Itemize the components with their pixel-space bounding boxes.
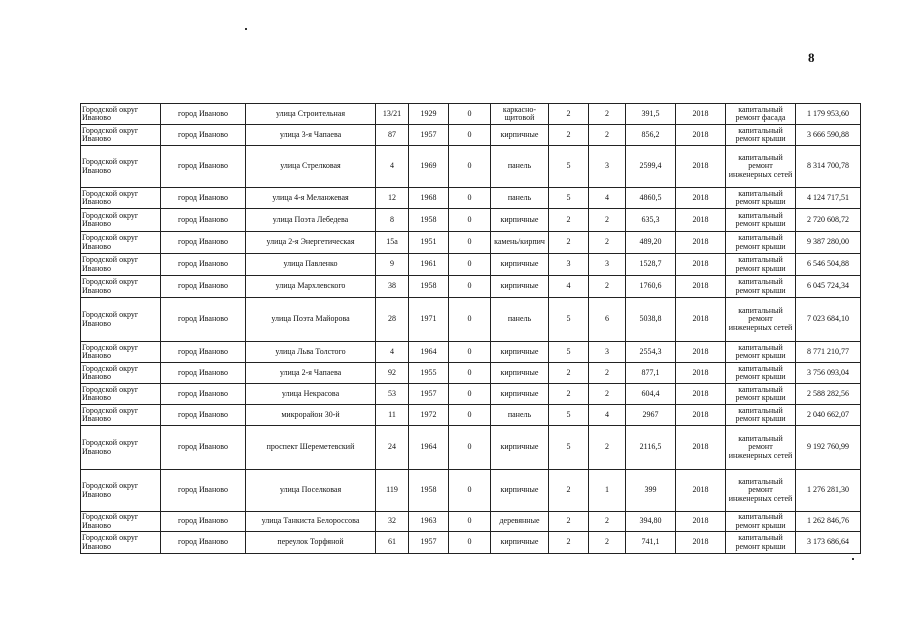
- cell-house-number: 8: [376, 209, 409, 232]
- cell-cost: 9 192 760,99: [796, 426, 861, 470]
- cell-street: улица 3-я Чапаева: [246, 125, 376, 146]
- cell-street: улица Льва Толстого: [246, 342, 376, 363]
- cell-city: город Иваново: [161, 254, 246, 276]
- cell-zero-col: 0: [449, 209, 491, 232]
- cell-area: 635,3: [626, 209, 676, 232]
- cell-year-built: 1968: [409, 188, 449, 209]
- cell-municipality: Городской округ Иваново: [81, 532, 161, 554]
- table-row: [81, 298, 861, 342]
- cell-city: город Иваново: [161, 146, 246, 188]
- cell-zero-col: 0: [449, 146, 491, 188]
- cell-house-number: 87: [376, 125, 409, 146]
- cell-plan-year: 2018: [676, 254, 726, 276]
- cell-wall-material: кирпичные: [491, 470, 549, 512]
- cell-plan-year: 2018: [676, 470, 726, 512]
- cell-year-built: 1957: [409, 532, 449, 554]
- cell-area: 399: [626, 470, 676, 512]
- cell-house-number: 53: [376, 384, 409, 405]
- cell-city: город Иваново: [161, 470, 246, 512]
- cell-plan-year: 2018: [676, 342, 726, 363]
- cell-area: 741,1: [626, 532, 676, 554]
- cell-house-number: 11: [376, 405, 409, 426]
- cell-work-type: капитальный ремонт крыши: [726, 209, 796, 232]
- cell-entrances: 3: [589, 254, 626, 276]
- cell-wall-material: кирпичные: [491, 532, 549, 554]
- cell-plan-year: 2018: [676, 276, 726, 298]
- cell-house-number: 119: [376, 470, 409, 512]
- table-row: [81, 232, 861, 254]
- cell-zero-col: 0: [449, 342, 491, 363]
- cell-plan-year: 2018: [676, 146, 726, 188]
- cell-zero-col: 0: [449, 232, 491, 254]
- cell-plan-year: 2018: [676, 188, 726, 209]
- cell-year-built: 1961: [409, 254, 449, 276]
- cell-wall-material: кирпичные: [491, 125, 549, 146]
- cell-city: город Иваново: [161, 232, 246, 254]
- cell-entrances: 2: [589, 363, 626, 384]
- cell-cost: 3 666 590,88: [796, 125, 861, 146]
- cell-zero-col: 0: [449, 104, 491, 125]
- cell-municipality: Городской округ Иваново: [81, 342, 161, 363]
- cell-cost: 2 040 662,07: [796, 405, 861, 426]
- table-row: [81, 405, 861, 426]
- cell-plan-year: 2018: [676, 104, 726, 125]
- table-row: [81, 363, 861, 384]
- cell-cost: 2 588 282,56: [796, 384, 861, 405]
- cell-work-type: капитальный ремонт крыши: [726, 232, 796, 254]
- cell-entrances: 2: [589, 232, 626, 254]
- cell-work-type: капитальный ремонт инженерных сетей: [726, 298, 796, 342]
- cell-floors: 2: [549, 363, 589, 384]
- scan-speck: [852, 558, 854, 560]
- cell-work-type: капитальный ремонт фасада: [726, 104, 796, 125]
- cell-entrances: 3: [589, 146, 626, 188]
- cell-cost: 9 387 280,00: [796, 232, 861, 254]
- cell-street: улица 4-я Меланжевая: [246, 188, 376, 209]
- cell-floors: 2: [549, 384, 589, 405]
- table-row: [81, 342, 861, 363]
- cell-plan-year: 2018: [676, 298, 726, 342]
- cell-area: 2116,5: [626, 426, 676, 470]
- cell-cost: 4 124 717,51: [796, 188, 861, 209]
- cell-work-type: капитальный ремонт крыши: [726, 512, 796, 532]
- cell-year-built: 1969: [409, 146, 449, 188]
- cell-floors: 5: [549, 405, 589, 426]
- cell-wall-material: камень/кирпич: [491, 232, 549, 254]
- cell-street: микрорайон 30-й: [246, 405, 376, 426]
- cell-work-type: капитальный ремонт инженерных сетей: [726, 470, 796, 512]
- cell-house-number: 24: [376, 426, 409, 470]
- cell-municipality: Городской округ Иваново: [81, 254, 161, 276]
- cell-street: улица Поэта Майорова: [246, 298, 376, 342]
- cell-house-number: 92: [376, 363, 409, 384]
- cell-wall-material: кирпичные: [491, 254, 549, 276]
- cell-year-built: 1951: [409, 232, 449, 254]
- cell-zero-col: 0: [449, 363, 491, 384]
- cell-plan-year: 2018: [676, 384, 726, 405]
- cell-entrances: 1: [589, 470, 626, 512]
- cell-house-number: 13/21: [376, 104, 409, 125]
- cell-floors: 2: [549, 104, 589, 125]
- cell-area: 394,80: [626, 512, 676, 532]
- cell-work-type: капитальный ремонт крыши: [726, 254, 796, 276]
- cell-work-type: капитальный ремонт крыши: [726, 342, 796, 363]
- cell-city: город Иваново: [161, 426, 246, 470]
- cell-municipality: Городской округ Иваново: [81, 125, 161, 146]
- cell-floors: 2: [549, 512, 589, 532]
- cell-cost: 7 023 684,10: [796, 298, 861, 342]
- cell-zero-col: 0: [449, 298, 491, 342]
- cell-area: 2599,4: [626, 146, 676, 188]
- cell-floors: 2: [549, 209, 589, 232]
- cell-entrances: 2: [589, 104, 626, 125]
- table-row: [81, 276, 861, 298]
- cell-year-built: 1955: [409, 363, 449, 384]
- cell-area: 856,2: [626, 125, 676, 146]
- cell-wall-material: панель: [491, 188, 549, 209]
- cell-wall-material: деревянные: [491, 512, 549, 532]
- cell-zero-col: 0: [449, 470, 491, 512]
- cell-work-type: капитальный ремонт крыши: [726, 363, 796, 384]
- cell-street: переулок Торфяной: [246, 532, 376, 554]
- table-row: [81, 512, 861, 532]
- cell-zero-col: 0: [449, 254, 491, 276]
- cell-municipality: Городской округ Иваново: [81, 363, 161, 384]
- cell-entrances: 2: [589, 512, 626, 532]
- cell-year-built: 1972: [409, 405, 449, 426]
- cell-city: город Иваново: [161, 384, 246, 405]
- cell-area: 5038,8: [626, 298, 676, 342]
- cell-city: город Иваново: [161, 512, 246, 532]
- cell-work-type: капитальный ремонт крыши: [726, 276, 796, 298]
- cell-floors: 2: [549, 125, 589, 146]
- cell-city: город Иваново: [161, 104, 246, 125]
- cell-street: улица Мархлевского: [246, 276, 376, 298]
- cell-area: 391,5: [626, 104, 676, 125]
- cell-plan-year: 2018: [676, 512, 726, 532]
- cell-year-built: 1957: [409, 125, 449, 146]
- cell-street: улица 2-я Энергетическая: [246, 232, 376, 254]
- cell-zero-col: 0: [449, 426, 491, 470]
- cell-municipality: Городской округ Иваново: [81, 405, 161, 426]
- table-row: [81, 254, 861, 276]
- table-row: [81, 188, 861, 209]
- cell-entrances: 2: [589, 384, 626, 405]
- cell-zero-col: 0: [449, 125, 491, 146]
- cell-cost: 2 720 608,72: [796, 209, 861, 232]
- cell-street: улица Павленко: [246, 254, 376, 276]
- cell-cost: 6 045 724,34: [796, 276, 861, 298]
- cell-wall-material: панель: [491, 405, 549, 426]
- cell-area: 2554,3: [626, 342, 676, 363]
- table-row: [81, 125, 861, 146]
- cell-floors: 3: [549, 254, 589, 276]
- cell-year-built: 1958: [409, 276, 449, 298]
- cell-plan-year: 2018: [676, 532, 726, 554]
- table-row: [81, 532, 861, 554]
- cell-cost: 1 276 281,30: [796, 470, 861, 512]
- cell-area: 604,4: [626, 384, 676, 405]
- cell-city: город Иваново: [161, 363, 246, 384]
- cell-entrances: 6: [589, 298, 626, 342]
- cell-entrances: 2: [589, 426, 626, 470]
- cell-entrances: 2: [589, 276, 626, 298]
- table-row: [81, 384, 861, 405]
- cell-street: улица 2-я Чапаева: [246, 363, 376, 384]
- cell-plan-year: 2018: [676, 405, 726, 426]
- table-row: [81, 470, 861, 512]
- cell-city: город Иваново: [161, 405, 246, 426]
- cell-work-type: капитальный ремонт инженерных сетей: [726, 426, 796, 470]
- cell-year-built: 1929: [409, 104, 449, 125]
- cell-house-number: 61: [376, 532, 409, 554]
- cell-zero-col: 0: [449, 276, 491, 298]
- cell-municipality: Городской округ Иваново: [81, 298, 161, 342]
- cell-wall-material: панель: [491, 146, 549, 188]
- cell-floors: 5: [549, 298, 589, 342]
- cell-zero-col: 0: [449, 532, 491, 554]
- cell-floors: 5: [549, 146, 589, 188]
- cell-work-type: капитальный ремонт крыши: [726, 125, 796, 146]
- cell-plan-year: 2018: [676, 125, 726, 146]
- cell-floors: 2: [549, 232, 589, 254]
- cell-plan-year: 2018: [676, 232, 726, 254]
- cell-municipality: Городской округ Иваново: [81, 470, 161, 512]
- cell-year-built: 1958: [409, 470, 449, 512]
- cell-floors: 5: [549, 342, 589, 363]
- cell-plan-year: 2018: [676, 209, 726, 232]
- cell-wall-material: кирпичные: [491, 209, 549, 232]
- scan-speck: [245, 28, 247, 30]
- cell-street: улица Строительная: [246, 104, 376, 125]
- cell-city: город Иваново: [161, 342, 246, 363]
- cell-cost: 3 756 093,04: [796, 363, 861, 384]
- cell-cost: 8 314 700,78: [796, 146, 861, 188]
- cell-work-type: капитальный ремонт инженерных сетей: [726, 146, 796, 188]
- cell-city: город Иваново: [161, 532, 246, 554]
- cell-street: улица Стрелковая: [246, 146, 376, 188]
- cell-street: улица Некрасова: [246, 384, 376, 405]
- cell-work-type: капитальный ремонт крыши: [726, 188, 796, 209]
- cell-area: 4860,5: [626, 188, 676, 209]
- cell-work-type: капитальный ремонт крыши: [726, 532, 796, 554]
- cell-city: город Иваново: [161, 298, 246, 342]
- cell-city: город Иваново: [161, 209, 246, 232]
- cell-cost: 1 179 953,60: [796, 104, 861, 125]
- cell-work-type: капитальный ремонт крыши: [726, 384, 796, 405]
- cell-wall-material: кирпичные: [491, 384, 549, 405]
- cell-year-built: 1964: [409, 342, 449, 363]
- cell-area: 489,20: [626, 232, 676, 254]
- cell-cost: 1 262 846,76: [796, 512, 861, 532]
- cell-year-built: 1964: [409, 426, 449, 470]
- cell-municipality: Городской округ Иваново: [81, 209, 161, 232]
- cell-street: улица Поэта Лебедева: [246, 209, 376, 232]
- cell-wall-material: кирпичные: [491, 276, 549, 298]
- cell-wall-material: кирпичные: [491, 342, 549, 363]
- table-row: [81, 146, 861, 188]
- cell-house-number: 9: [376, 254, 409, 276]
- cell-municipality: Городской округ Иваново: [81, 276, 161, 298]
- cell-floors: 2: [549, 532, 589, 554]
- cell-floors: 5: [549, 188, 589, 209]
- cell-zero-col: 0: [449, 512, 491, 532]
- cell-wall-material: каркасно-щитовой: [491, 104, 549, 125]
- cell-plan-year: 2018: [676, 363, 726, 384]
- cell-municipality: Городской округ Иваново: [81, 104, 161, 125]
- table-row: [81, 209, 861, 232]
- cell-area: 1760,6: [626, 276, 676, 298]
- cell-entrances: 2: [589, 532, 626, 554]
- cell-zero-col: 0: [449, 384, 491, 405]
- cell-floors: 2: [549, 470, 589, 512]
- cell-cost: 3 173 686,64: [796, 532, 861, 554]
- cell-area: 2967: [626, 405, 676, 426]
- table-row: [81, 104, 861, 125]
- cell-wall-material: панель: [491, 298, 549, 342]
- cell-work-type: капитальный ремонт крыши: [726, 405, 796, 426]
- cell-year-built: 1958: [409, 209, 449, 232]
- repair-program-table: [80, 103, 861, 554]
- cell-cost: 8 771 210,77: [796, 342, 861, 363]
- cell-area: 877,1: [626, 363, 676, 384]
- cell-street: улица Поселковая: [246, 470, 376, 512]
- cell-city: город Иваново: [161, 125, 246, 146]
- cell-entrances: 3: [589, 342, 626, 363]
- cell-cost: 6 546 504,88: [796, 254, 861, 276]
- cell-floors: 5: [549, 426, 589, 470]
- table-row: [81, 426, 861, 470]
- cell-wall-material: кирпичные: [491, 363, 549, 384]
- cell-house-number: 32: [376, 512, 409, 532]
- cell-house-number: 38: [376, 276, 409, 298]
- cell-city: город Иваново: [161, 188, 246, 209]
- cell-house-number: 4: [376, 146, 409, 188]
- cell-entrances: 4: [589, 188, 626, 209]
- cell-entrances: 2: [589, 125, 626, 146]
- cell-entrances: 4: [589, 405, 626, 426]
- cell-area: 1528,7: [626, 254, 676, 276]
- cell-year-built: 1963: [409, 512, 449, 532]
- cell-municipality: Городской округ Иваново: [81, 426, 161, 470]
- cell-floors: 4: [549, 276, 589, 298]
- cell-municipality: Городской округ Иваново: [81, 384, 161, 405]
- cell-wall-material: кирпичные: [491, 426, 549, 470]
- cell-house-number: 28: [376, 298, 409, 342]
- cell-street: проспект Шереметевский: [246, 426, 376, 470]
- cell-entrances: 2: [589, 209, 626, 232]
- cell-zero-col: 0: [449, 188, 491, 209]
- cell-year-built: 1971: [409, 298, 449, 342]
- cell-plan-year: 2018: [676, 426, 726, 470]
- cell-house-number: 15а: [376, 232, 409, 254]
- cell-municipality: Городской округ Иваново: [81, 512, 161, 532]
- cell-house-number: 12: [376, 188, 409, 209]
- cell-zero-col: 0: [449, 405, 491, 426]
- cell-year-built: 1957: [409, 384, 449, 405]
- cell-city: город Иваново: [161, 276, 246, 298]
- cell-house-number: 4: [376, 342, 409, 363]
- cell-street: улица Танкиста Белороссова: [246, 512, 376, 532]
- cell-municipality: Городской округ Иваново: [81, 146, 161, 188]
- cell-municipality: Городской округ Иваново: [81, 232, 161, 254]
- page-number: 8: [808, 50, 815, 65]
- cell-municipality: Городской округ Иваново: [81, 188, 161, 209]
